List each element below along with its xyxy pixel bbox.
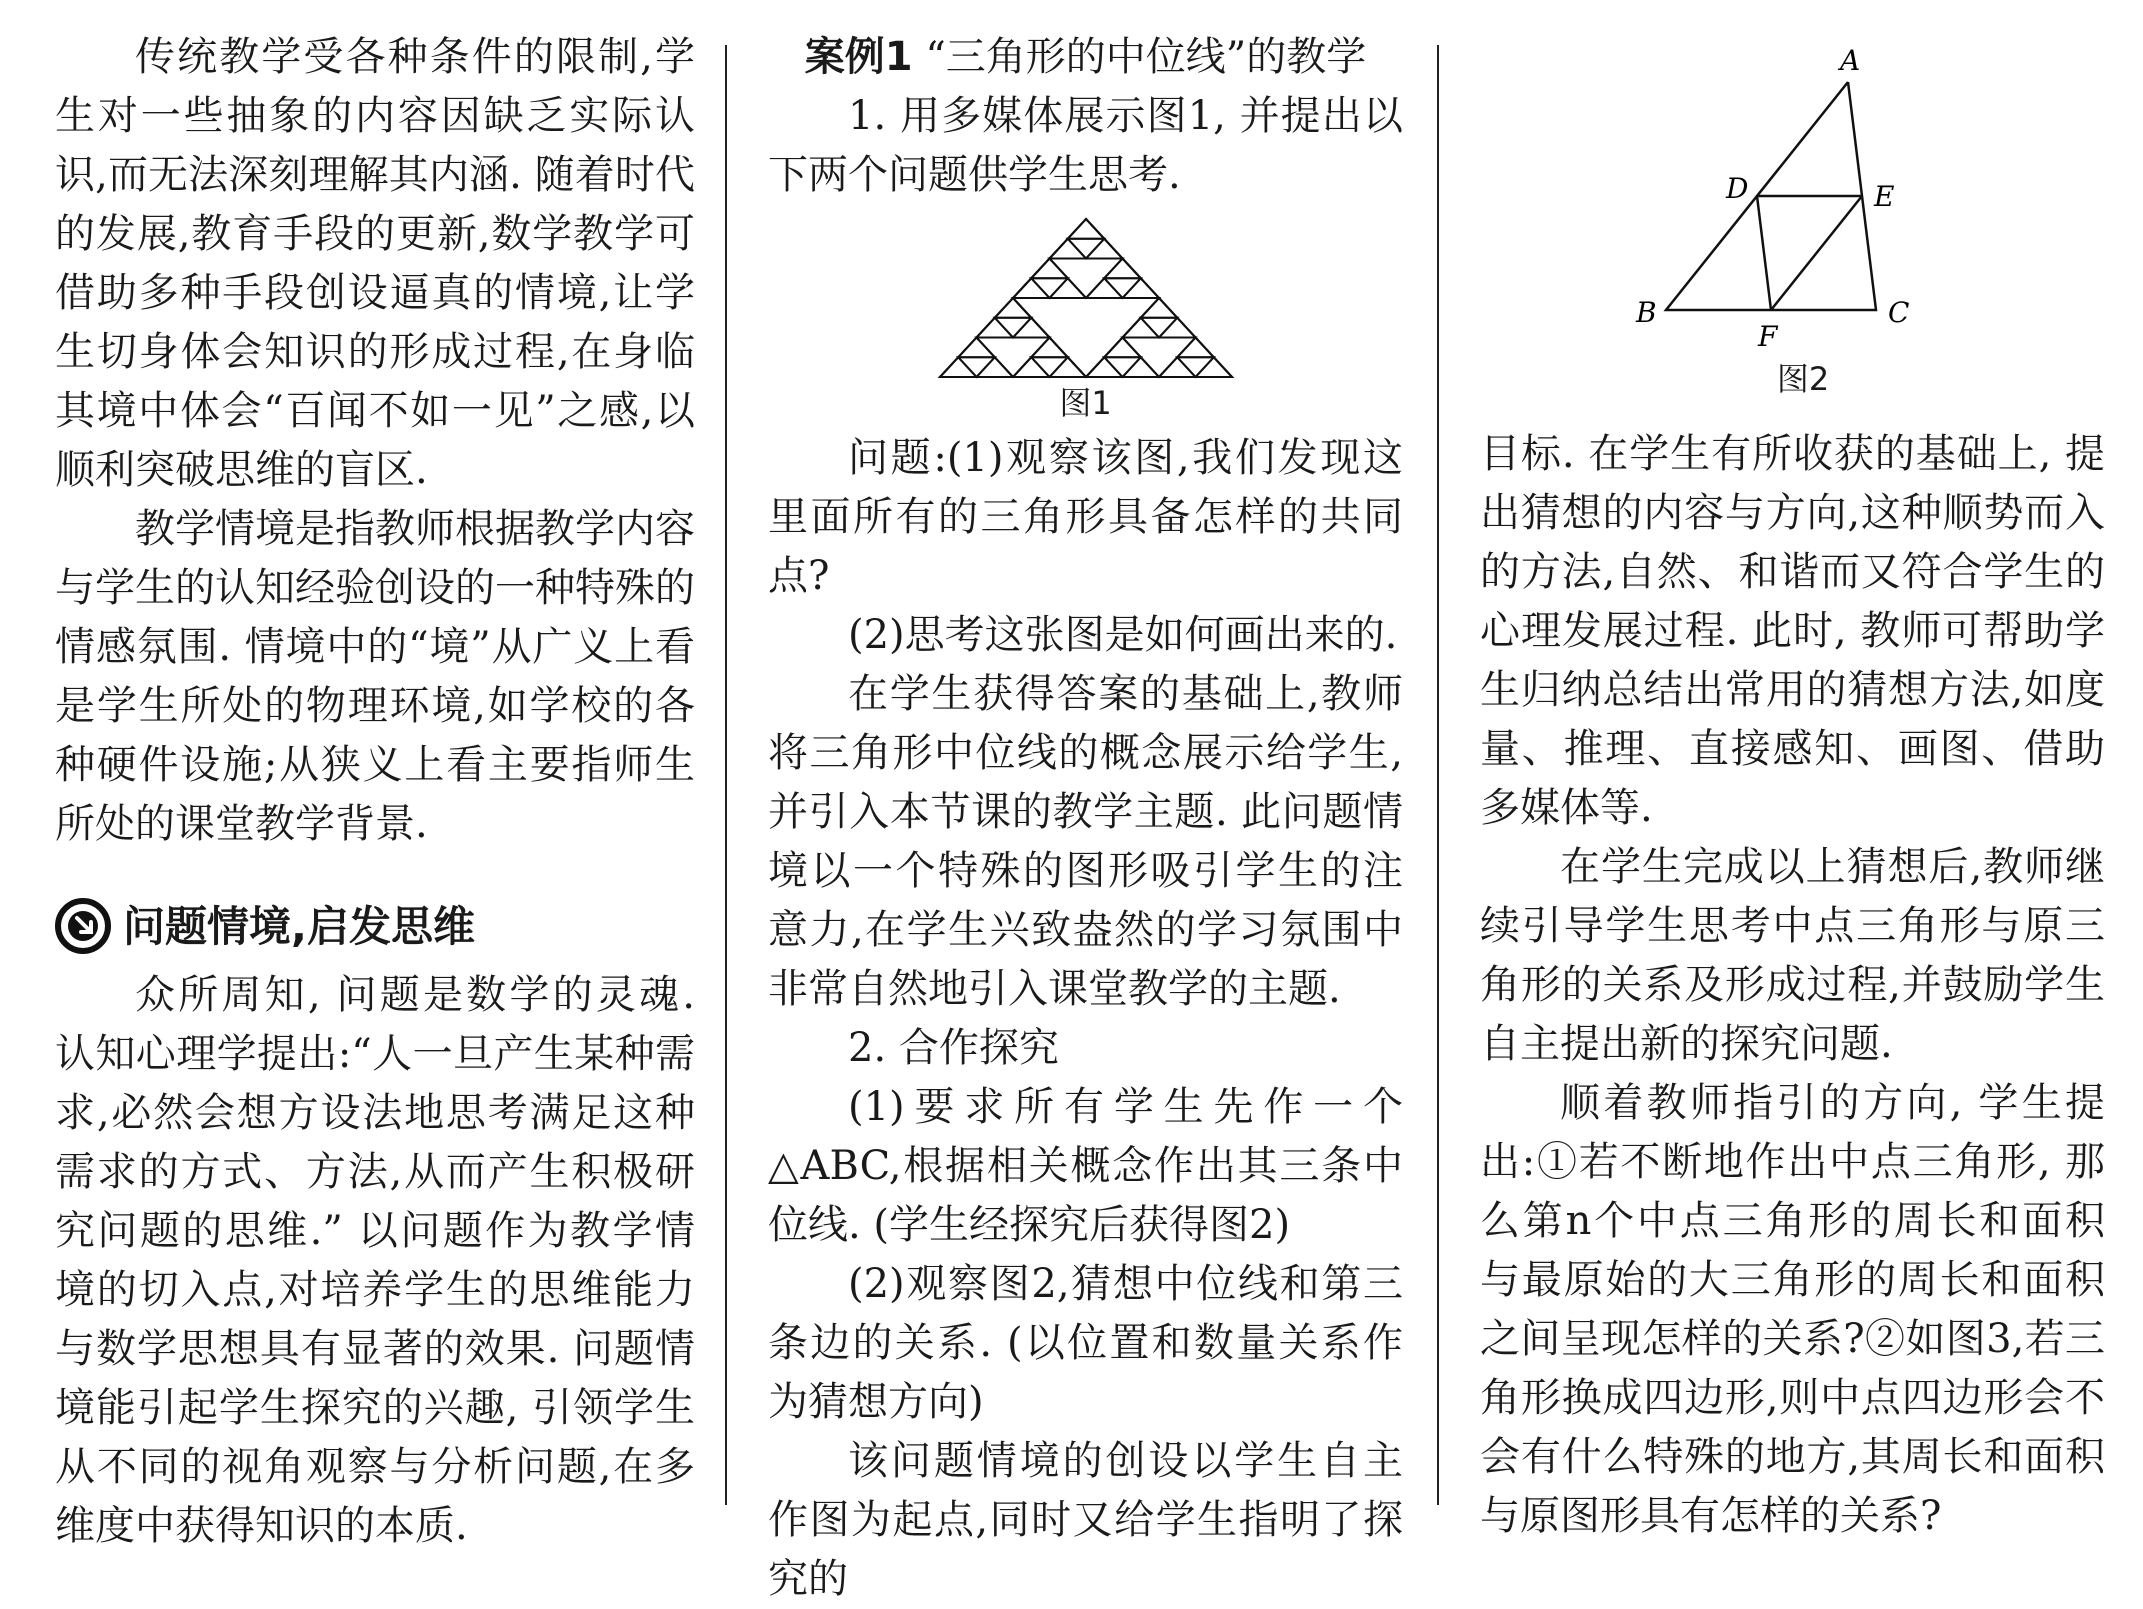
paragraph: 2. 合作探究 xyxy=(848,1025,1059,1071)
label-e: E xyxy=(1874,180,1895,213)
paragraph: 顺着教师指引的方向, 学生提出:①若不断地作出中点三角形, 那么第n个中点三角形的周长和面积与最原始的大三角形的周长和面积之间呈现怎样的关系?②如图3,若三角形换成四边形,则中点四边形会不会有什么特殊的地方,其周长和面积与原图形具有怎样的关系? xyxy=(1480,1080,2105,1539)
sub-triangle xyxy=(1086,278,1123,298)
sub-triangle xyxy=(1122,278,1159,298)
paragraph: 目标. 在学生有所收获的基础上, 提出猜想的内容与方向,这种顺势而入的方法,自然、和谐而又符合学生的心理发展过程. 此时, 教师可帮助学生归纳总结出常用的猜想方法,如度量、推理、直接感知、画图、借助多媒体等. xyxy=(1480,431,2105,831)
sub-triangle xyxy=(1086,239,1123,259)
midline-ef xyxy=(1771,196,1862,310)
sub-triangle xyxy=(958,338,995,358)
sub-triangle xyxy=(1086,357,1123,377)
column-1 xyxy=(55,28,695,1556)
figure-1-caption: 图1 xyxy=(1059,384,1112,422)
sub-triangle xyxy=(1177,338,1214,358)
section-title: 问题情境,启发思维 xyxy=(123,901,475,951)
case-heading xyxy=(768,28,1403,87)
sub-triangle xyxy=(1049,239,1086,259)
section-heading xyxy=(55,896,695,956)
paragraph: 传统教学受各种条件的限制,学生对一些抽象的内容因缺乏实际认识,而无法深刻理解其内涵. 随着时代的发展,教育手段的更新,数学教学可借助多种手段创设逼真的情境,让学生切身体会知识的形成过程,在身临其境中体会“百闻不如一见”之感,以顺利突破思维的盲区. xyxy=(55,34,695,493)
paragraph: 众所周知, 问题是数学的灵魂. 认知心理学提出:“人一旦产生某种需求,必然会想方设法地思考满足这种需求的方式、方法,从而产生积极研究问题的思维.” 以问题作为教学情境的切入点,对培养学生的思维能力与数学思想具有显著的效果. 问题情境能引起学生探究的兴趣, 引领学生从不同的视角观察与分析问题,在多维度中获得知识的本质. xyxy=(55,972,695,1549)
paragraph: 教学情境是指教师根据教学内容与学生的认知经验创设的一种特殊的情感氛围. 情境中的“境”从广义上看是学生所处的物理环境,如学校的各种硬件设施;从狭义上看主要指师生所处的课堂教学背景. xyxy=(55,506,695,847)
paragraph: 问题:(1)观察该图,我们发现这里面所有的三角形具备怎样的共同点? xyxy=(768,435,1403,599)
sub-triangle xyxy=(958,357,995,377)
sub-triangle xyxy=(976,318,1013,338)
label-f: F xyxy=(1758,320,1778,353)
sub-triangle xyxy=(1177,357,1214,377)
paragraph: 该问题情境的创设以学生自主作图为起点,同时又给学生指明了探究的 xyxy=(768,1438,1403,1602)
sub-triangle xyxy=(1159,357,1196,377)
label-c: C xyxy=(1888,296,1910,329)
sub-triangle xyxy=(940,357,977,377)
column-divider-1 xyxy=(725,45,727,1505)
sub-triangle xyxy=(1049,278,1086,298)
sub-triangle xyxy=(1104,357,1141,377)
sub-triangle xyxy=(994,298,1031,318)
label-b: B xyxy=(1636,296,1657,329)
sub-triangle xyxy=(1067,219,1104,239)
sub-triangle xyxy=(1140,298,1177,318)
midline-df xyxy=(1757,196,1771,310)
sub-triangle xyxy=(1195,357,1232,377)
sub-triangle xyxy=(1140,318,1177,338)
paragraph: 在学生完成以上猜想后,教师继续引导学生思考中点三角形与原三角形的关系及形成过程,并鼓励学生自主提出新的探究问题. xyxy=(1480,844,2105,1067)
sub-triangle xyxy=(1104,259,1141,279)
sub-triangle xyxy=(1049,357,1086,377)
sub-triangle xyxy=(1013,357,1050,377)
sub-triangle xyxy=(1104,278,1141,298)
sub-triangle xyxy=(994,318,1031,338)
sub-triangle xyxy=(1122,318,1159,338)
paragraph: 1. 用多媒体展示图1, 并提出以下两个问题供学生思考. xyxy=(768,93,1403,198)
sub-triangle xyxy=(1104,338,1141,358)
label-d: D xyxy=(1726,172,1749,205)
case-title: “三角形的中位线”的教学 xyxy=(925,34,1367,80)
paragraph: (2)观察图2,猜想中位线和第三条边的关系. (以位置和数量关系作为猜想方向) xyxy=(768,1261,1403,1425)
case-label: 案例1 xyxy=(804,34,913,80)
sub-triangle xyxy=(1031,278,1068,298)
column-divider-2 xyxy=(1437,45,1439,1505)
sub-triangle xyxy=(976,357,1013,377)
paragraph: (1)要求所有学生先作一个△ABC,根据相关概念作出其三条中位线. (学生经探究后获得图2) xyxy=(768,1084,1403,1248)
figure-2 xyxy=(1608,40,2028,399)
sub-triangle xyxy=(1013,278,1050,298)
figure-2-caption: 图2 xyxy=(1776,360,1830,398)
sub-triangle xyxy=(1122,357,1159,377)
sub-triangle xyxy=(1159,318,1196,338)
column-2 xyxy=(768,28,1403,1609)
sub-triangle xyxy=(1013,318,1050,338)
column-3 xyxy=(1480,425,2105,1546)
midline-triangle-figure xyxy=(1608,40,2028,365)
sub-triangle xyxy=(1031,357,1068,377)
arrow-circle-icon xyxy=(55,898,111,954)
sierpinski-figure xyxy=(936,215,1236,383)
figure-1 xyxy=(768,215,1403,423)
sub-triangle xyxy=(1031,259,1068,279)
paragraph: (2)思考这张图是如何画出来的. xyxy=(848,612,1398,658)
sub-triangle xyxy=(1067,239,1104,259)
sub-triangle xyxy=(1031,338,1068,358)
paragraph: 在学生获得答案的基础上,教师将三角形中位线的概念展示给学生,并引入本节课的教学主题. 此问题情境以一个特殊的图形吸引学生的注意力,在学生兴致盎然的学习氛围中非常自然地引入课堂教学的主题. xyxy=(768,671,1403,1012)
label-a: A xyxy=(1840,44,1861,77)
